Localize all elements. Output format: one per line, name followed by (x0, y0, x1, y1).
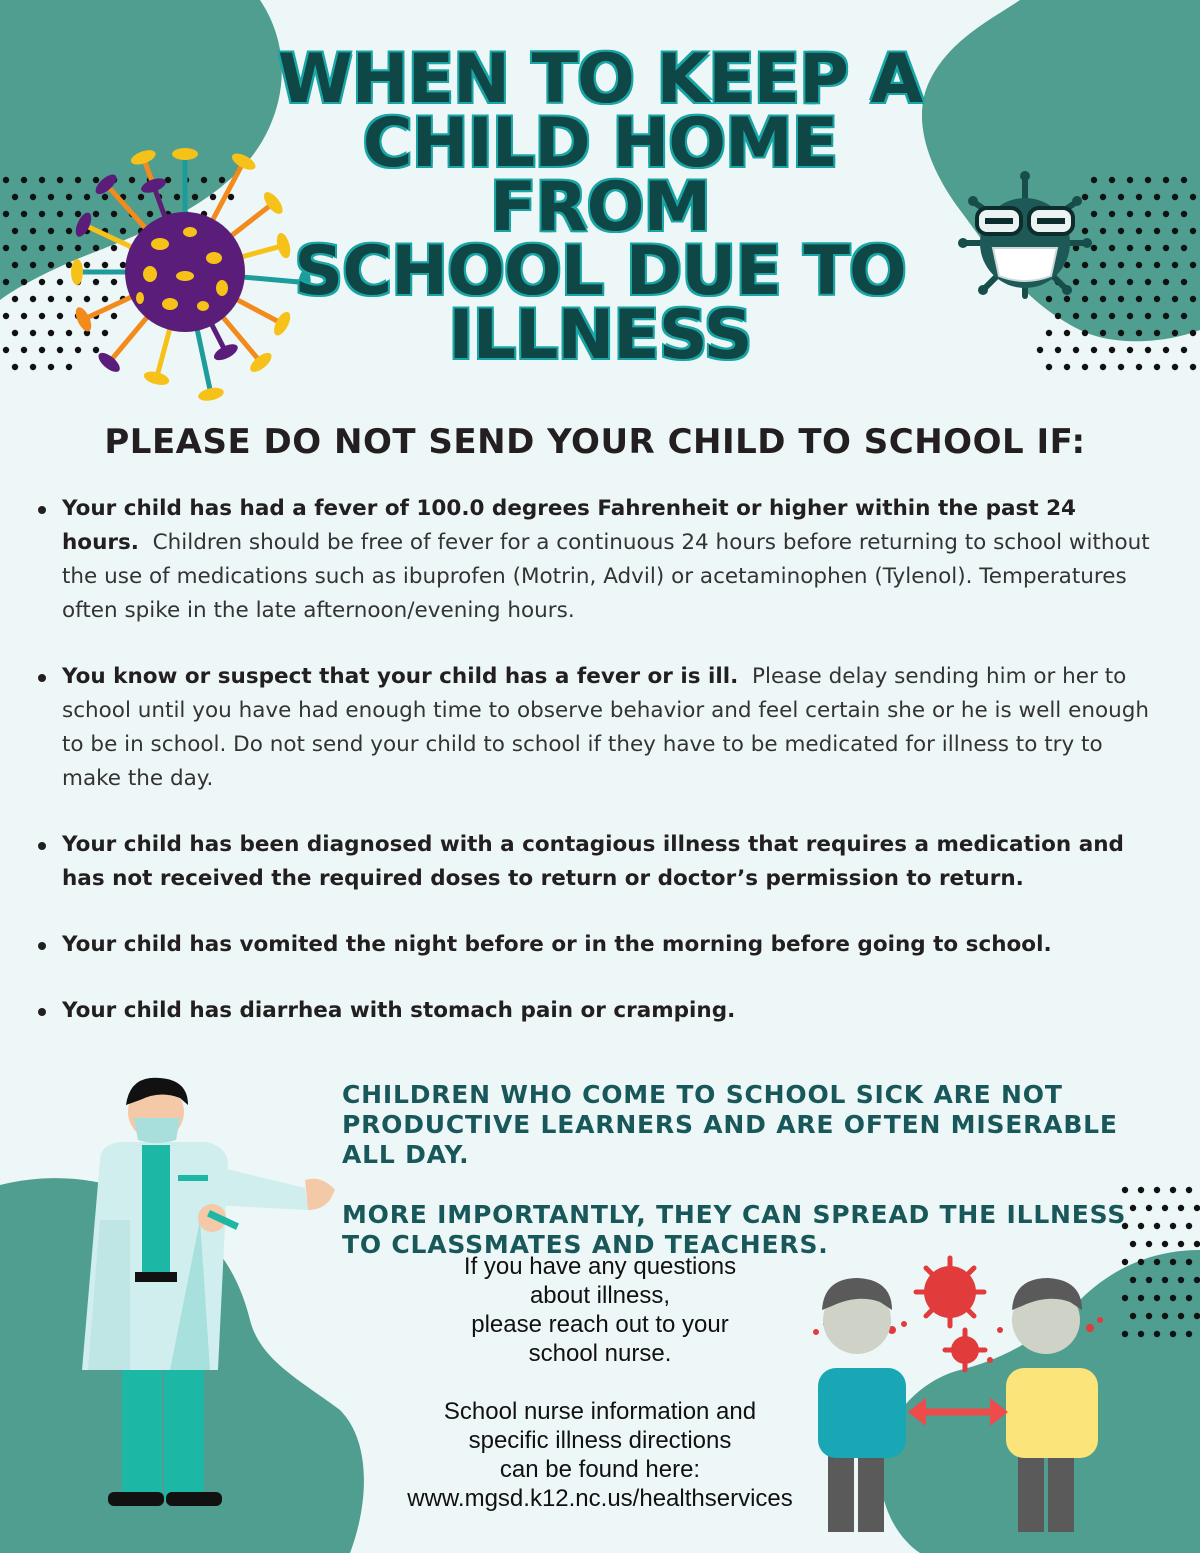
decorative-dot (1091, 313, 1097, 319)
decorative-dot (1163, 177, 1169, 183)
contact-line: can be found here: (499, 1456, 701, 1483)
decorative-dot (1118, 296, 1124, 302)
decorative-dot (1100, 262, 1106, 268)
title-line: ILLNESS (448, 296, 752, 375)
decorative-dot (1170, 1295, 1176, 1301)
virus-spike-tip (172, 148, 198, 160)
list-item (62, 994, 1162, 1028)
decorative-dot (1064, 330, 1070, 336)
decorative-dot (1162, 1313, 1168, 1319)
decorative-dot (1181, 177, 1187, 183)
decorative-dot (1162, 1205, 1168, 1211)
bullet-bold: Your child has been diagnosed with a contagious illness that requires a medication and has not received the required doses to return or doctor’s permission to return. (62, 832, 1124, 891)
decorative-dot (1136, 228, 1142, 234)
subheading: PLEASE DO NOT SEND YOUR CHILD TO SCHOOL IF: (104, 422, 1086, 462)
decorative-dot (1055, 313, 1061, 319)
virus-spike-tip (73, 210, 95, 239)
decorative-dot (1154, 296, 1160, 302)
decorative-dot (1190, 228, 1196, 234)
bullet-bold: Your child has diarrhea with stomach pain or cramping. (62, 998, 736, 1023)
decorative-dot (1186, 1295, 1192, 1301)
callout-line-1: CHILDREN WHO COME TO SCHOOL SICK ARE NOT PRODUCTIVE LEARNERS AND ARE OFTEN MISERABLE ALL DAY. (342, 1080, 1118, 1169)
decorative-dot (1082, 364, 1088, 370)
decorative-dot (1109, 177, 1115, 183)
decorative-dot (1100, 194, 1106, 200)
decorative-dot (1100, 296, 1106, 302)
contact-line: specific illness directions (468, 1427, 732, 1454)
decorative-dot (1073, 347, 1079, 353)
decorative-dot (1118, 330, 1124, 336)
decorative-dot (1181, 279, 1187, 285)
virus-mask-icon (955, 168, 1095, 303)
decorative-dot (1178, 1205, 1184, 1211)
decorative-dot (1181, 211, 1187, 217)
decorative-dot (1170, 1331, 1176, 1337)
decorative-dot (1064, 364, 1070, 370)
decorative-dot (1178, 1277, 1184, 1283)
list-item (62, 928, 1162, 962)
contact-line: about illness, (529, 1282, 671, 1309)
decorative-dot (1109, 313, 1115, 319)
decorative-dot (1154, 262, 1160, 268)
decorative-dot (1136, 262, 1142, 268)
decorative-dot (1127, 211, 1133, 217)
health-services-link[interactable]: www.mgsd.k12.nc.us/healthservices (407, 1485, 793, 1512)
decorative-dot (1145, 245, 1151, 251)
decorative-dot (1190, 330, 1196, 336)
decorative-dot (1091, 347, 1097, 353)
decorative-dot (1145, 313, 1151, 319)
decorative-dot (1186, 1223, 1192, 1229)
decorative-dot (1190, 262, 1196, 268)
decorative-dot (1127, 347, 1133, 353)
decorative-dot (1163, 245, 1169, 251)
decorative-dot (1046, 330, 1052, 336)
decorative-dot (1122, 1331, 1128, 1337)
decorative-dot (1154, 1331, 1160, 1337)
decorative-dot (1118, 228, 1124, 234)
decorative-dot (1109, 347, 1115, 353)
decorative-dot (1194, 1205, 1200, 1211)
decorative-dot (1145, 211, 1151, 217)
decorative-dot (1190, 194, 1196, 200)
decorative-dot (1136, 194, 1142, 200)
decorative-dot (1186, 1331, 1192, 1337)
decorative-dot (1172, 262, 1178, 268)
bullet-bold: Your child has vomited the night before or in the morning before going to school. (62, 932, 1052, 957)
decorative-dot (1100, 364, 1106, 370)
decorative-dot (1172, 364, 1178, 370)
decorative-dot (1118, 194, 1124, 200)
decorative-dot (1118, 364, 1124, 370)
decorative-dot (1073, 313, 1079, 319)
contact-line: If you have any questions (463, 1253, 737, 1280)
decorative-dot (1130, 1277, 1136, 1283)
decorative-dot (1194, 1277, 1200, 1283)
contact-line: School nurse information and (443, 1398, 757, 1425)
decorative-dot (1170, 1187, 1176, 1193)
decorative-dot (1172, 194, 1178, 200)
decorative-dot (1127, 245, 1133, 251)
decorative-dot (1170, 1223, 1176, 1229)
virus-spike-tip (71, 259, 83, 285)
decorative-dot (1181, 313, 1187, 319)
decorative-dot (1082, 330, 1088, 336)
decorative-dot (1194, 1313, 1200, 1319)
decorative-dot (1162, 1277, 1168, 1283)
bullet-text: Please delay sending him or her to school until you have had enough time to observe behavior and feel certain she or he is well enough to be in school. Do not send your child to school if they have to be medicated for illness to try to make the day. (62, 664, 1150, 791)
bullet-bold: You know or suspect that your child has a fever or is ill. (62, 664, 739, 689)
list-item (62, 660, 1162, 796)
decorative-dot (1186, 1259, 1192, 1265)
decorative-dot (1172, 330, 1178, 336)
decorative-dot (1172, 228, 1178, 234)
decorative-dot (1154, 364, 1160, 370)
decorative-dot (1146, 1277, 1152, 1283)
decorative-dot (1055, 347, 1061, 353)
decorative-dot (1136, 330, 1142, 336)
decorative-dot (1181, 347, 1187, 353)
decorative-dot (1145, 177, 1151, 183)
decorative-dot (1190, 364, 1196, 370)
decorative-dot (1154, 330, 1160, 336)
list-item (62, 828, 1162, 896)
decorative-dot (1190, 296, 1196, 302)
decorative-dot (1154, 194, 1160, 200)
decorative-dot (1154, 1295, 1160, 1301)
decorative-dot (1046, 364, 1052, 370)
criteria-list (62, 492, 1162, 1028)
decorative-dot (1130, 1313, 1136, 1319)
page-title (250, 40, 950, 375)
decorative-dot (1109, 245, 1115, 251)
decorative-dot (1178, 1241, 1184, 1247)
callout (342, 1080, 1162, 1260)
decorative-dot (1163, 313, 1169, 319)
decorative-dot (1163, 279, 1169, 285)
decorative-dot (1181, 245, 1187, 251)
contact-info (370, 1252, 830, 1513)
decorative-dot (1162, 1241, 1168, 1247)
bullet-bold: Your child has had a fever of 100.0 degrees Fahrenheit or higher within the past 24 hours. (62, 496, 1076, 555)
virus-spike-tip (73, 305, 95, 334)
callout-line-2: MORE IMPORTANTLY, THEY CAN SPREAD THE ILLNESS TO CLASSMATES AND TEACHERS. (342, 1200, 1127, 1259)
title-line: WHEN TO KEEP A (277, 40, 923, 119)
contact-line: school nurse. (528, 1340, 672, 1367)
contact-line: please reach out to your (471, 1311, 729, 1338)
decorative-dot (1194, 1241, 1200, 1247)
sick-children-illustration (800, 1250, 1120, 1540)
list-item (62, 492, 1162, 628)
decorative-dot (1100, 330, 1106, 336)
decorative-dot (1136, 296, 1142, 302)
decorative-dot (1186, 1187, 1192, 1193)
decorative-dot (1037, 347, 1043, 353)
decorative-dot (1118, 262, 1124, 268)
title-line: CHILD HOME FROM (362, 104, 838, 247)
decorative-dot (1178, 1313, 1184, 1319)
decorative-dot (1109, 211, 1115, 217)
decorative-dot (1154, 228, 1160, 234)
doctor-illustration (60, 1070, 350, 1520)
title-line: SCHOOL DUE TO (294, 232, 906, 311)
bullet-text: Children should be free of fever for a continuous 24 hours before returning to school without the use of medications such as ibuprofen (Motrin, Advil) or acetaminophen (Tylenol). Temperatures often spike in the late afternoon/evening hours. (62, 530, 1150, 623)
decorative-dot (1145, 347, 1151, 353)
decorative-dot (1127, 177, 1133, 183)
decorative-dot (1138, 1295, 1144, 1301)
decorative-dot (1163, 211, 1169, 217)
decorative-dot (1145, 279, 1151, 285)
decorative-dot (1109, 279, 1115, 285)
decorative-dot (1170, 1259, 1176, 1265)
decorative-dot (1127, 279, 1133, 285)
virus-spike-tip (212, 341, 241, 363)
decorative-dot (1127, 313, 1133, 319)
decorative-dot (1138, 1331, 1144, 1337)
decorative-dot (1146, 1313, 1152, 1319)
decorative-dot (1172, 296, 1178, 302)
decorative-dot (1100, 228, 1106, 234)
decorative-dot (1122, 1295, 1128, 1301)
decorative-dot (1163, 347, 1169, 353)
virus-spike-tip (197, 386, 225, 403)
decorative-dot (1136, 364, 1142, 370)
